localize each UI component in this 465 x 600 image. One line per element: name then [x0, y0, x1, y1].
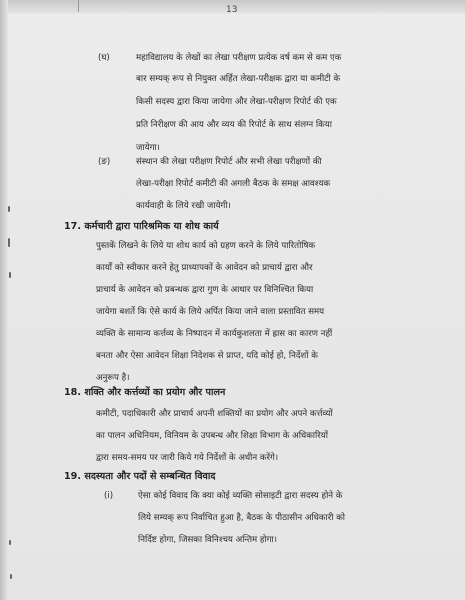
text-line: निर्दिष्ट होगा, जिसका विनिश्चय अन्तिम होगा।	[138, 535, 277, 545]
section-heading-19: 19. सदस्यता और पदों से सम्बन्धित विवाद	[64, 471, 216, 482]
scan-edge-left	[0, 0, 8, 600]
section-heading-18: 18. शक्ति और कर्त्तव्यों का प्रयोग और पालन	[64, 387, 226, 398]
item-marker-i: (i)	[104, 491, 114, 501]
text-line: प्राचार्य के आवेदन को प्रबन्धक द्वारा गुण के आधार पर विनिश्चित किया	[96, 285, 314, 295]
paper-fold-mark	[78, 0, 79, 12]
text-line: जायेगा बशर्ते कि ऐसे कार्य के लिये अर्पित किया जाने वाला प्रस्तावित समय	[96, 307, 325, 317]
text-line: प्रति निरीक्षण की आय और व्यय की रिपोर्ट के साथ संलग्न किया	[136, 120, 332, 130]
text-line: व्यक्ति के सामान्य कर्त्तव्य के निष्पादन में कार्यकुशलता में ह्रास का कारण नहीं	[96, 329, 333, 339]
text-line: लिये सम्यक् रूप निर्वाचित हुआ है, बैठक के पीठासीन अधिकारी को	[138, 513, 346, 523]
text-line: का पालन अधिनियम, विनियम के उपबन्ध और शिक्षा विभाग के अधिकारियों	[96, 431, 328, 441]
binding-mark	[8, 206, 10, 212]
text-line: कार्यवाही के लिये रखी जायेगी।	[136, 201, 231, 211]
text-line: बार सम्यक् रूप से नियुक्त अर्हित लेखा-परीक्षक द्वारा या कमीटी के	[136, 74, 341, 84]
text-line: पुस्तकें लिखने के लिये या शोध कार्य को ग्रहण करने के लिये पारितोषिक	[96, 241, 316, 251]
text-line: बनता और ऐसा आवेदन शिक्षा निदेशक से प्राप्त, यदि कोई हो, निर्देशों के	[96, 351, 318, 361]
text-line: द्वारा समय-समय पर जारी किये गये निर्देशों के अधीन करेंगे।	[96, 453, 279, 463]
text-line: कार्यों को स्वीकार करने हेतु प्राध्यापकों के आवेदन को प्राचार्य द्वारा और	[96, 263, 313, 273]
binding-mark	[10, 574, 12, 579]
item-marker-gha: (घ)	[98, 53, 110, 63]
text-line: संस्थान की लेखा परीक्षण रिपोर्ट और सभी लेखा परीक्षणों की	[136, 157, 322, 167]
text-line: महाविद्यालय के लेखों का लेखा परीक्षण प्रत्येक वर्ष कम से कम एक	[136, 53, 342, 63]
binding-mark	[9, 540, 11, 545]
binding-mark	[9, 272, 11, 278]
text-line: लेखा-परीक्षा रिपोर्ट कमीटी की अगली बैठक के समक्ष आवश्यक	[136, 179, 331, 189]
section-heading-17: 17. कर्मचारी द्वारा पारिश्रमिक या शोध कार्य	[64, 221, 219, 232]
page-number: 13	[226, 5, 238, 15]
text-line: कमीटी, पदाधिकारी और प्राचार्य अपनी शक्तियों का प्रयोग और अपने कर्त्तव्यों	[96, 409, 333, 419]
text-line: जायेगा।	[136, 143, 160, 153]
binding-mark	[8, 238, 10, 247]
text-line: किसी सदस्य द्वारा किया जायेगा और लेखा-परीक्षण रिपोर्ट की एक	[136, 97, 337, 107]
item-marker-da: (ङ)	[98, 157, 111, 167]
text-line: अनुरूप है।	[96, 373, 130, 383]
text-line: ऐसा कोई विवाद कि क्या कोई व्यक्ति सोसाइटी द्वारा सदस्य होने के	[138, 491, 343, 501]
